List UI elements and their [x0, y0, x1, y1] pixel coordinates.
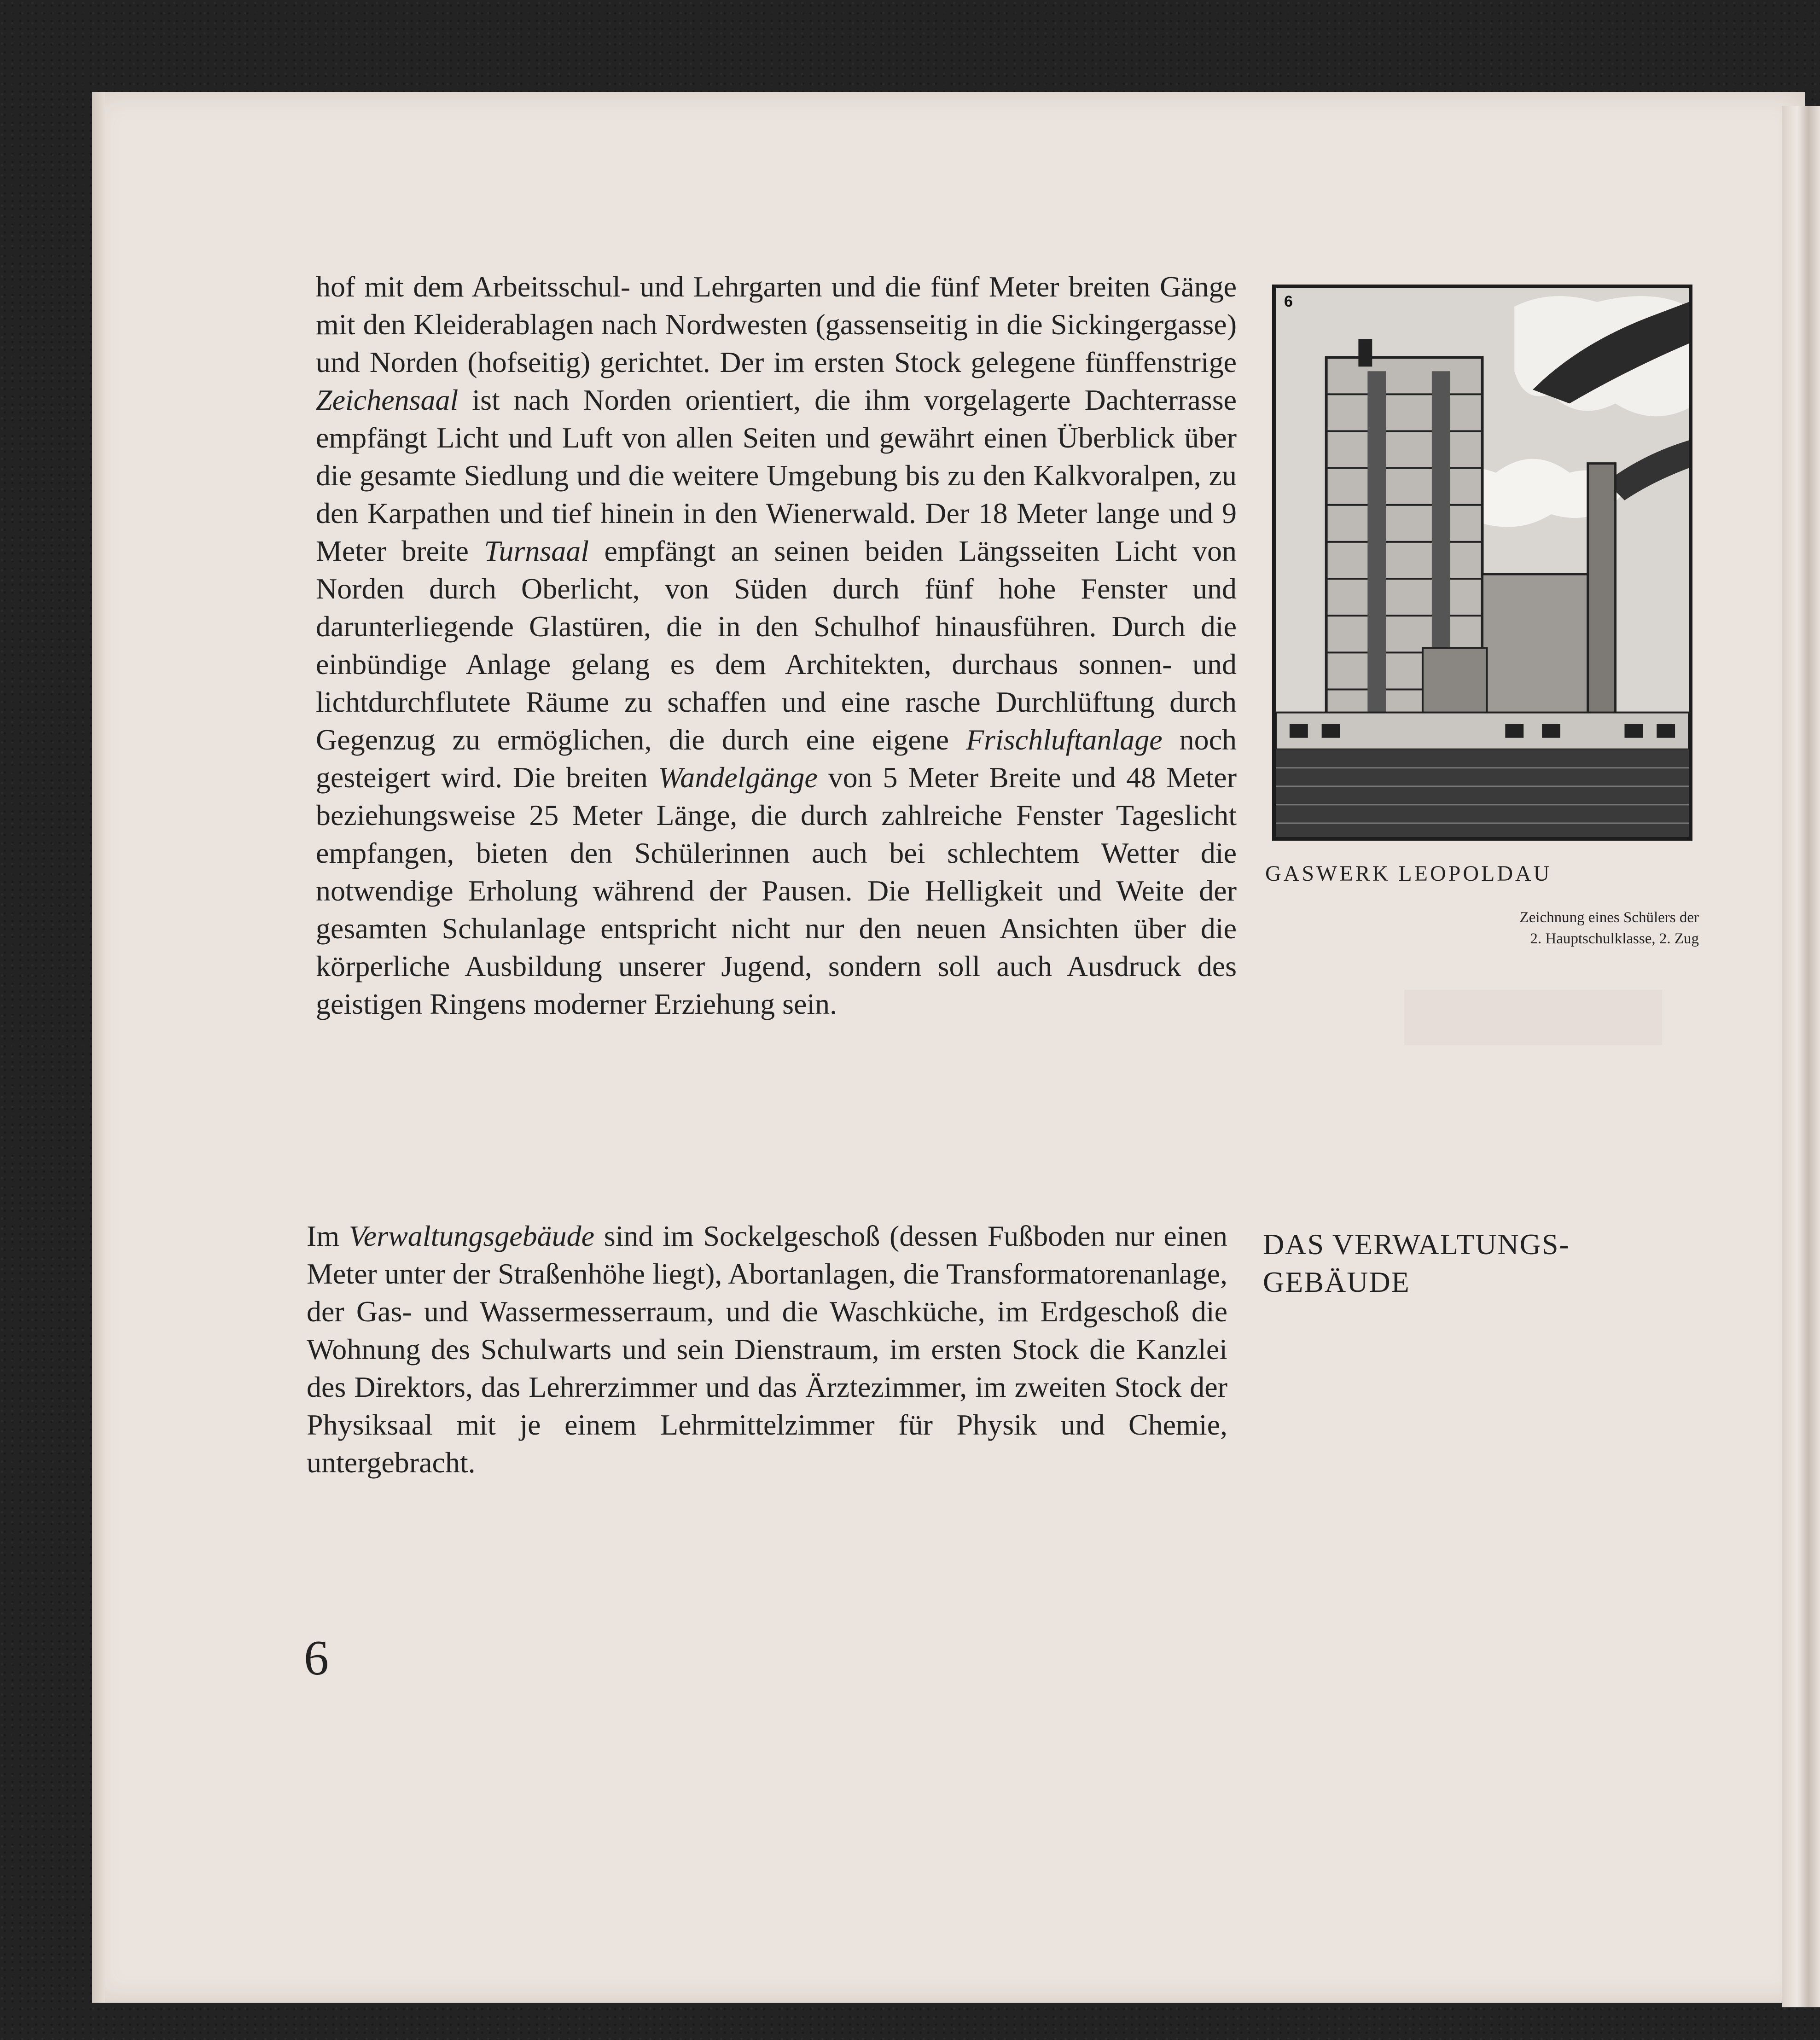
- text-run: sind im Sockelgeschoß (dessen Fußboden nur einen Meter unter der Straßenhöhe liegt), Abortanlagen, die Transformatorenanlage, der Gas- und Wassermesserraum, und die Waschküche, im Erdgeschoß die Wohnung des Schulwarts und sein Dienstraum, im ersten Stock die Kanzlei des Direktors, das Lehrerzimmer und das Ärztezimmer, im zweiten Stock der Physiksaal mit je einem Lehrmittelzimmer für Physik und Chemie, untergebracht.: [307, 1220, 1227, 1479]
- side-heading-line-1: DAS VERWALTUNGS-: [1263, 1228, 1570, 1261]
- text-run: ist nach Norden orientiert, die ihm vorgelagerte Dachterrasse empfängt Licht und Luft von allen Seiten und gewährt einen Überblick über die gesamte Siedlung und die weitere Umgebung bis zu den Kalkvoralpen, zu den Karpathen und tief hinein in den Wienerwald. Der 18 Meter lange und 9 Meter breite: [316, 384, 1237, 567]
- emphasis-wandelgaenge: Wandelgänge: [658, 761, 818, 794]
- text-run: empfängt an seinen beiden Längsseiten Licht von Norden durch Oberlicht, von Süden durch fünf hohe Fenster und darunterliegende Glastüren, die in den Schulhof hinausführen. Durch die einbündige Anlage gelang es dem Architekten, durchaus sonnen- und lichtdurchflutete Räume zu schaffen und eine rasche Durchlüftung durch Gegenzug zu ermöglichen, die durch eine eigene: [316, 535, 1237, 756]
- figure-caption: [1377, 907, 1699, 949]
- text-run: von 5 Meter Breite und 48 Meter beziehungsweise 25 Meter Länge, die durch zahlreiche Fenster Tageslicht empfangen, bieten den Schülerinnen auch bei schlechtem Wetter die notwendige Erholung während der Pausen. Die Helligkeit und Weite der gesamten Schulanlage entspricht nicht nur den neuen Ansichten über die körperliche Ausbildung unserer Jugend, sondern soll auch Ausdruck des geistigen Ringens moderner Erziehung sein.: [316, 761, 1237, 1020]
- page-edge-left: [92, 92, 105, 2003]
- gasworks-drawing: [1276, 288, 1689, 837]
- text-run: noch gesteigert wird. Die breiten: [316, 723, 1237, 794]
- emphasis-frischluftanlage: Frischluftanlage: [966, 723, 1163, 756]
- side-heading-line-2: GEBÄUDE: [1263, 1266, 1410, 1298]
- page-number: 6: [304, 1631, 329, 1685]
- emphasis-zeichensaal: Zeichensaal: [316, 384, 459, 416]
- building-block: [1483, 574, 1588, 736]
- emphasis-verwaltungsgebaeude: Verwaltungsgebäude: [349, 1220, 595, 1252]
- figure-caption-line-1: Zeichnung eines Schülers der: [1519, 909, 1699, 926]
- text-run: Im: [307, 1220, 349, 1252]
- bleed-through: [1404, 990, 1662, 1045]
- side-heading: [1263, 1226, 1723, 1301]
- text-run: hof mit dem Arbeitsschul- und Lehrgarten und die fünf Meter breiten Gänge mit den Kleiderablagen nach Nordwesten (gassenseitig in die Sickingergasse) und Norden (hofseitig) gerichtet. Der im ersten Stock gelegene fünffenstrige: [316, 270, 1237, 378]
- figure-number: 6: [1284, 292, 1293, 311]
- figure-caption-line-2: 2. Hauptschulklasse, 2. Zug: [1530, 930, 1699, 947]
- chimney: [1588, 464, 1616, 740]
- figure-title: GASWERK LEOPOLDAU: [1265, 861, 1552, 886]
- tower-column: [1367, 371, 1386, 735]
- body-paragraph-2: [307, 1217, 1227, 1482]
- tower-lamp: [1358, 339, 1372, 366]
- body-paragraph-1: [316, 268, 1237, 1023]
- figure-illustration: [1272, 285, 1692, 841]
- page-edge-right: [1782, 106, 1820, 2007]
- emphasis-turnsaal: Turnsaal: [484, 535, 589, 567]
